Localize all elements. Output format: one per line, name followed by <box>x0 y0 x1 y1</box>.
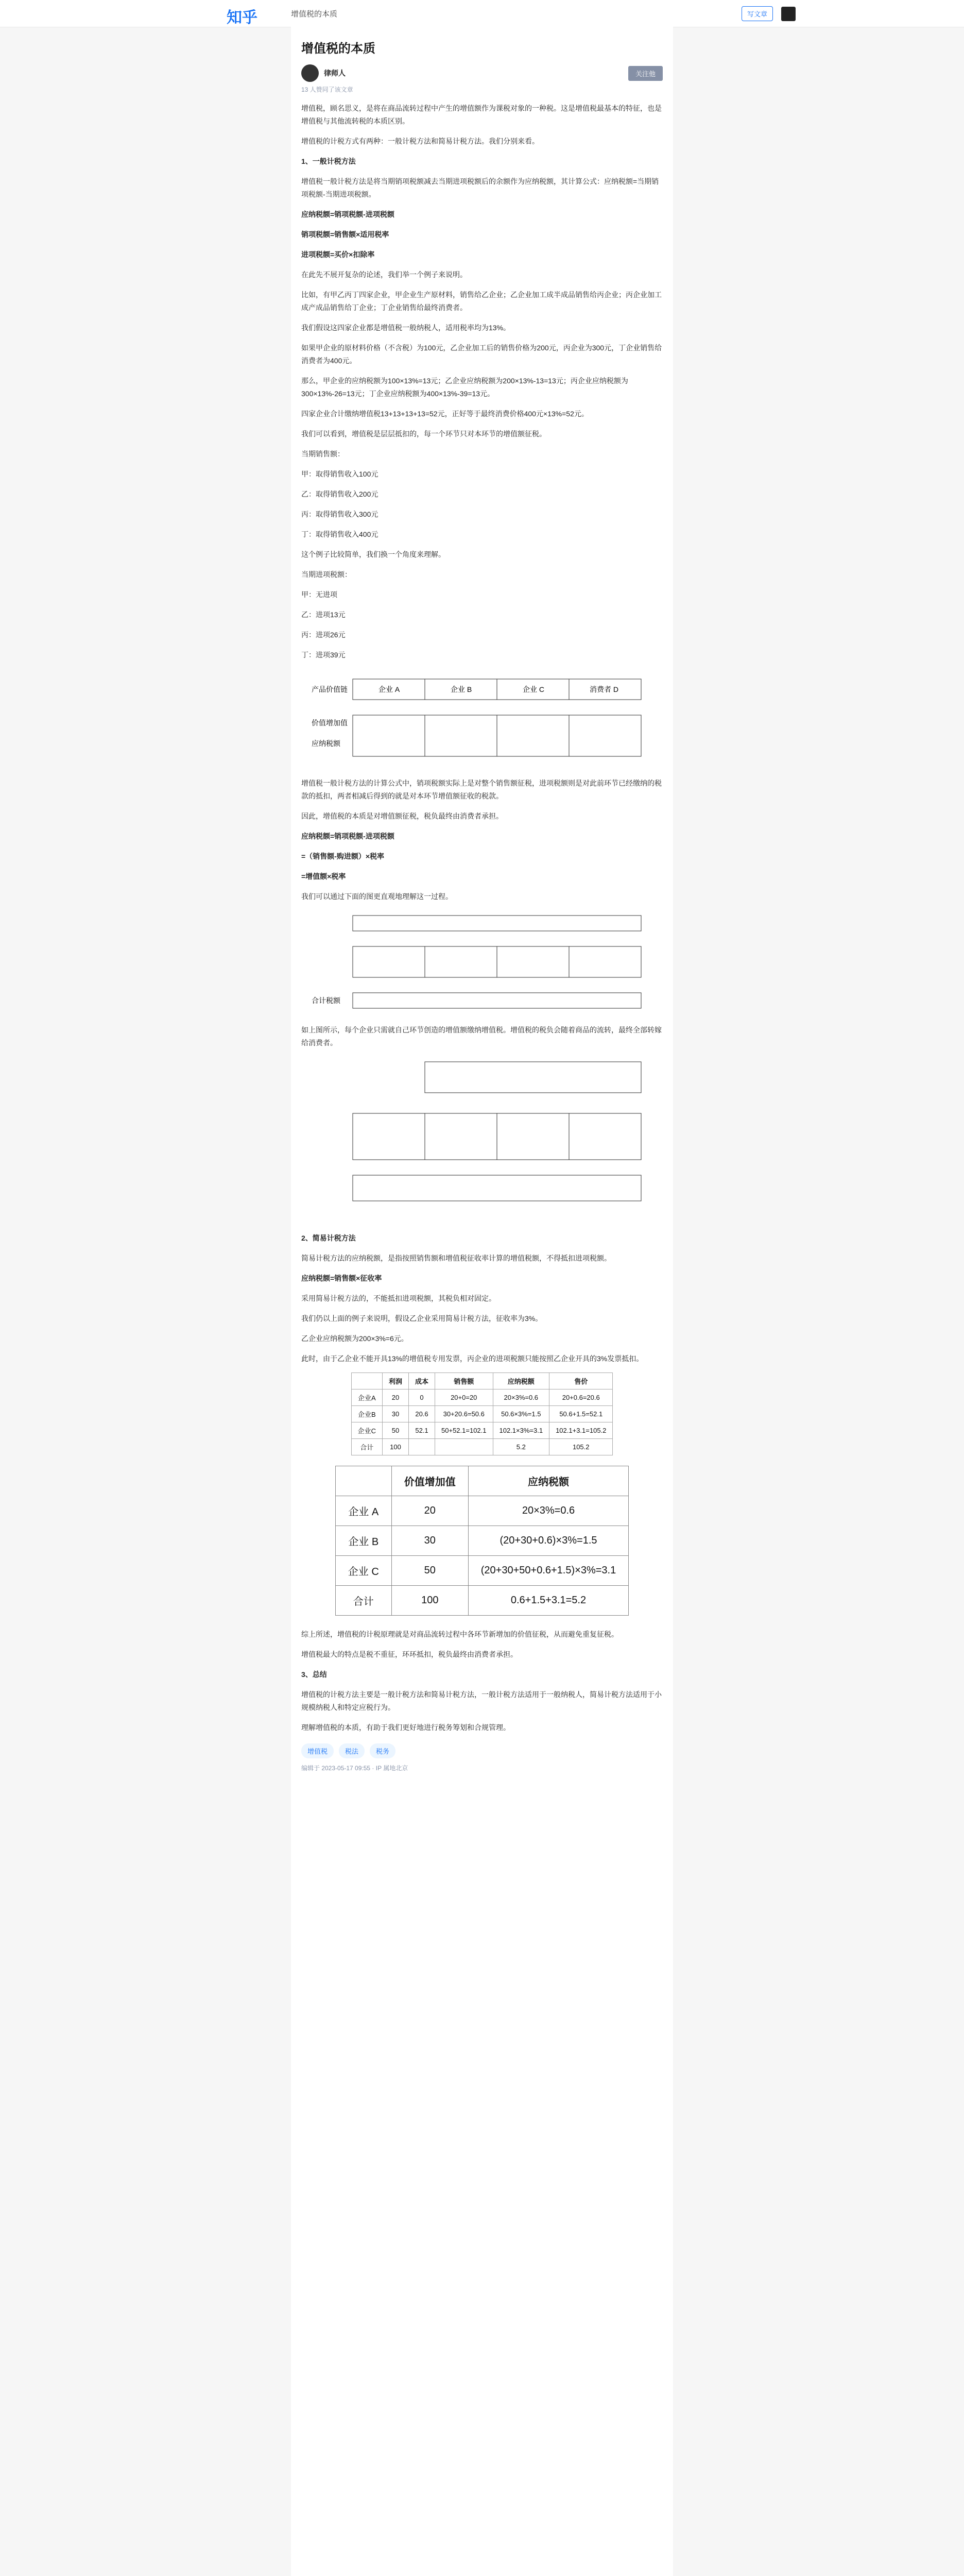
formula: 应纳税额=销项税额-进项税额 <box>301 832 394 840</box>
author-name[interactable]: 律师人 <box>324 69 346 77</box>
article-body <box>301 102 663 1772</box>
tag[interactable]: 税法 <box>339 1743 365 1758</box>
table-cell: 100 <box>382 1439 408 1455</box>
top-actions <box>742 6 796 21</box>
paragraph: 乙企业应纳税额为200×3%=6元。 <box>301 1334 408 1343</box>
table-header: 价值增加值 <box>391 1466 468 1496</box>
table-cell: (20+30+50+0.6+1.5)×3%=3.1 <box>468 1556 628 1586</box>
table-cell: 102.1+3.1=105.2 <box>549 1422 613 1439</box>
table-cell: 20 <box>382 1389 408 1406</box>
table-cell: 企业B <box>351 1406 382 1422</box>
section-heading: 3、总结 <box>301 1670 327 1679</box>
table-cell: 30 <box>391 1526 468 1556</box>
table-cell <box>409 1439 435 1455</box>
table-header: 销售额 <box>435 1373 493 1389</box>
zhihu-logo[interactable]: 知乎 <box>227 9 257 26</box>
paragraph: 如果甲企业的原材料价格（不含税）为100元，乙企业加工后的销售价格为200元，丙企业为300元，丁企业销售给消费者为400元。 <box>301 344 662 365</box>
value-chain-diagram-3 <box>301 1057 663 1222</box>
table-cell: 50 <box>391 1556 468 1586</box>
table-cell: 合计 <box>335 1586 391 1616</box>
table-cell: 50.6×3%=1.5 <box>493 1406 549 1422</box>
table-cell: 50 <box>382 1422 408 1439</box>
calc-table-2 <box>335 1466 629 1616</box>
paragraph: 那么，甲企业的应纳税额为100×13%=13元；乙企业应纳税额为200×13%-13=13元；丙企业应纳税额为300×13%-26=13元；丁企业应纳税额为400×13%-39=13元。 <box>301 377 628 398</box>
article <box>291 27 673 2576</box>
table-row <box>351 1406 613 1422</box>
section-heading: 1、一般计税方法 <box>301 157 356 165</box>
paragraph: 我们可以通过下面的图更直观地理解这一过程。 <box>301 892 453 901</box>
table-cell: 20×3%=0.6 <box>493 1389 549 1406</box>
paragraph: 丙：取得销售收入300元 <box>301 510 378 518</box>
paragraph: 当期销售额： <box>301 450 345 458</box>
table-cell: 合计 <box>351 1439 382 1455</box>
table-cell: 企业A <box>351 1389 382 1406</box>
value-chain-diagram-2 <box>301 910 663 1013</box>
paragraph: 丁：进项39元 <box>301 651 346 659</box>
table-cell: 20.6 <box>409 1406 435 1422</box>
paragraph: 我们假设这四家企业都是增值税一般纳税人，适用税率均为13%。 <box>301 324 511 332</box>
diagram-row-label: 应纳税额 <box>312 739 340 748</box>
paragraph: 增值税，顾名思义，是将在商品流转过程中产生的增值额作为课税对象的一种税。这是增值税最基本的特征，也是增值税与其他流转税的本质区别。 <box>301 104 662 125</box>
paragraph: 采用简易计税方法的，不能抵扣进项税额，其税负相对固定。 <box>301 1294 496 1302</box>
table-header: 售价 <box>549 1373 613 1389</box>
table-cell: 企业 A <box>335 1496 391 1526</box>
top-bar <box>0 0 964 27</box>
table-header: 应纳税额 <box>468 1466 628 1496</box>
paragraph: 乙：进项13元 <box>301 611 346 619</box>
user-avatar[interactable] <box>781 7 796 21</box>
paragraph: 比如，有甲乙丙丁四家企业，甲企业生产原材料，销售给乙企业；乙企业加工成半成品销售给丙企业；丙企业加工成产成品销售给丁企业；丁企业销售给最终消费者。 <box>301 291 662 312</box>
table-row <box>335 1526 628 1556</box>
value-chain-diagram-1 <box>301 669 663 767</box>
table-row <box>351 1389 613 1406</box>
diagram-label-c: 企业 C <box>523 685 544 693</box>
diagram-label-a: 企业 A <box>378 685 400 693</box>
table-cell: 102.1×3%=3.1 <box>493 1422 549 1439</box>
follow-button[interactable]: 关注他 <box>628 66 663 81</box>
table-cell: 0 <box>409 1389 435 1406</box>
table-cell: 30+20.6=50.6 <box>435 1406 493 1422</box>
tag[interactable]: 增值税 <box>301 1743 334 1758</box>
calc-table-1 <box>351 1372 613 1455</box>
paragraph: 综上所述，增值税的计税原理就是对商品流转过程中各环节新增加的价值征税，从而避免重复征税。 <box>301 1630 618 1638</box>
top-title: 增值税的本质 <box>291 10 338 19</box>
paragraph: 因此，增值税的本质是对增值额征税，税负最终由消费者承担。 <box>301 812 503 820</box>
diagram-total-label: 合计税额 <box>312 996 340 1005</box>
table-cell: (20+30+0.6)×3%=1.5 <box>468 1526 628 1556</box>
table-cell: 105.2 <box>549 1439 613 1455</box>
tag[interactable]: 税务 <box>370 1743 395 1758</box>
table-cell: 20+0=20 <box>435 1389 493 1406</box>
paragraph: 甲：无进项 <box>301 590 337 599</box>
author-row <box>301 63 663 83</box>
table-header <box>335 1466 391 1496</box>
table-row <box>335 1586 628 1616</box>
article-title: 增值税的本质 <box>301 42 375 56</box>
formula: 进项税额=买价×扣除率 <box>301 250 375 259</box>
paragraph: 理解增值税的本质，有助于我们更好地进行税务筹划和合规管理。 <box>301 1723 510 1732</box>
table-cell: 20×3%=0.6 <box>468 1496 628 1526</box>
table-header: 成本 <box>409 1373 435 1389</box>
write-article-button[interactable]: 写文章 <box>742 6 773 21</box>
table-cell: 20 <box>391 1496 468 1526</box>
table-cell: 5.2 <box>493 1439 549 1455</box>
table-cell: 30 <box>382 1406 408 1422</box>
paragraph: 我们仍以上面的例子来说明，假设乙企业采用简易计税方法，征收率为3%。 <box>301 1314 543 1323</box>
diagram-label-d: 消费者 D <box>590 685 618 693</box>
paragraph: 简易计税方法的应纳税额，是指按照销售额和增值税征收率计算的增值税额，不得抵扣进项税额。 <box>301 1254 611 1262</box>
paragraph: 这个例子比较简单，我们换一个角度来理解。 <box>301 550 445 558</box>
table-row <box>335 1496 628 1526</box>
paragraph: 增值税一般计税方法的计算公式中，销项税额实际上是对整个销售额征税，进项税额则是对此前环节已经缴纳的税款的抵扣，两者相减后得到的就是对本环节增值额征收的税款。 <box>301 779 662 800</box>
vote-count-line: 13 人赞同了该文章 <box>301 86 353 93</box>
table-cell: 52.1 <box>409 1422 435 1439</box>
paragraph: 四家企业合计缴纳增值税13+13+13+13=52元，正好等于最终消费价格400元×13%=52元。 <box>301 410 589 418</box>
table-row <box>351 1439 613 1455</box>
diagram-label-b: 企业 B <box>451 685 472 693</box>
formula: 应纳税额=销项税额-进项税额 <box>301 210 394 218</box>
table-cell: 50.6+1.5=52.1 <box>549 1406 613 1422</box>
table-cell: 20+0.6=20.6 <box>549 1389 613 1406</box>
diagram-row-label: 产品价值链 <box>312 685 348 693</box>
paragraph: 丙：进项26元 <box>301 631 346 639</box>
table-header <box>351 1373 382 1389</box>
table-header: 利润 <box>382 1373 408 1389</box>
formula: =增值额×税率 <box>301 872 346 880</box>
paragraph: 丁：取得销售收入400元 <box>301 530 378 538</box>
table-row <box>351 1422 613 1439</box>
paragraph: 增值税的计税方式有两种：一般计税方法和简易计税方法。我们分别来看。 <box>301 137 539 145</box>
table-cell: 100 <box>391 1586 468 1616</box>
formula: 应纳税额=销售额×征收率 <box>301 1274 382 1282</box>
paragraph: 增值税一般计税方法是将当期销项税额减去当期进项税额后的余额作为应纳税额，其计算公式：应纳税额=当期销项税额-当期进项税额。 <box>301 177 659 198</box>
paragraph: 如上图所示，每个企业只需就自己环节创造的增值额缴纳增值税。增值税的税负会随着商品的流转，最终全部转嫁给消费者。 <box>301 1026 662 1047</box>
table-cell <box>435 1439 493 1455</box>
table-header: 应纳税额 <box>493 1373 549 1389</box>
paragraph: 乙：取得销售收入200元 <box>301 490 378 498</box>
table-cell: 0.6+1.5+3.1=5.2 <box>468 1586 628 1616</box>
paragraph: 我们可以看到，增值税是层层抵扣的，每一个环节只对本环节的增值额征税。 <box>301 430 546 438</box>
paragraph: 此时，由于乙企业不能开具13%的增值税专用发票，丙企业的进项税额只能按照乙企业开具的3%发票抵扣。 <box>301 1354 644 1363</box>
table-row <box>335 1556 628 1586</box>
author-avatar[interactable] <box>301 64 319 82</box>
diagram-row-label: 价值增加值 <box>312 719 348 727</box>
section-heading: 2、简易计税方法 <box>301 1234 356 1242</box>
edit-time: 编辑于 2023-05-17 09:55 · IP 属地北京 <box>301 1765 408 1772</box>
table-cell: 企业C <box>351 1422 382 1439</box>
tag-list <box>301 1743 663 1758</box>
table-cell: 企业 C <box>335 1556 391 1586</box>
formula: 销项税额=销售额×适用税率 <box>301 230 389 239</box>
formula: =（销售额-购进额）×税率 <box>301 852 385 860</box>
table-cell: 50+52.1=102.1 <box>435 1422 493 1439</box>
paragraph: 增值税最大的特点是税不重征，环环抵扣，税负最终由消费者承担。 <box>301 1650 518 1658</box>
table-cell: 企业 B <box>335 1526 391 1556</box>
paragraph: 当期进项税额： <box>301 570 352 579</box>
paragraph: 甲：取得销售收入100元 <box>301 470 378 478</box>
paragraph: 在此先不展开复杂的论述，我们举一个例子来说明。 <box>301 270 467 279</box>
paragraph: 增值税的计税方法主要是一般计税方法和简易计税方法，一般计税方法适用于一般纳税人，简易计税方法适用于小规模纳税人和特定应税行为。 <box>301 1690 662 1711</box>
